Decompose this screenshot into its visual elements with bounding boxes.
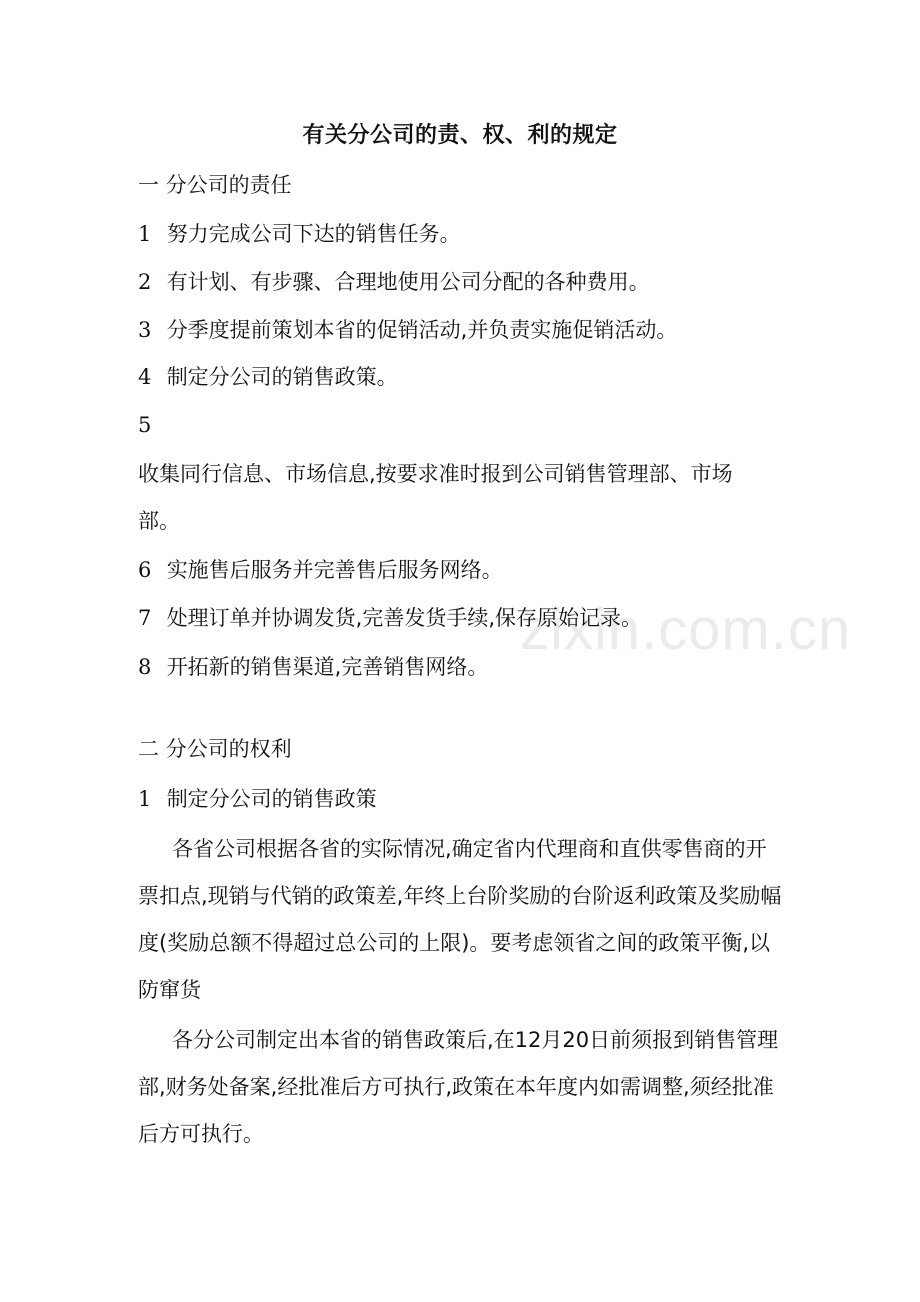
item-text: 制定分公司的销售政策: [166, 787, 377, 811]
item-number: 8: [138, 655, 152, 679]
item-text: 制定分公司的销售政策。: [166, 365, 398, 389]
list-item: [138, 267, 783, 297]
item-number: 1: [138, 222, 152, 246]
section2-heading: 二 分公司的权利: [138, 737, 292, 761]
watermark: zixin.com.cn: [520, 597, 852, 662]
item-number: 7: [138, 606, 152, 630]
item-number: 4: [138, 365, 152, 389]
list-item-continued: 部。: [138, 509, 180, 533]
document-title: 有关分公司的责、权、利的规定: [302, 123, 618, 148]
list-item-continued: 收集同行信息、市场信息,按要求准时报到公司销售管理部、市场: [138, 462, 733, 486]
paragraph: 各省公司根据各省的实际情况,确定省内代理商和直供零售商的开票扣点,现销与代销的政策差,年终上台阶奖励的台阶返利政策及奖励幅度(奖励总额不得超过总公司的上限)。要考虑领省之间的政策平衡,以防窜货: [138, 837, 782, 1002]
item-number: 3: [138, 318, 152, 342]
item-number: 1: [138, 787, 152, 811]
list-item: [138, 603, 783, 633]
item-text: 实施售后服务并完善售后服务网络。: [166, 558, 503, 582]
paragraph: 各分公司制定出本省的销售政策后,在12月20日前须报到销售管理部,财务处备案,经批准后方可执行,政策在本年度内如需调整,须经批准后方可执行。: [138, 1028, 779, 1146]
item-number: 2: [138, 270, 152, 294]
list-item: [138, 410, 783, 440]
list-item: [138, 362, 783, 392]
item-number: 5: [138, 413, 152, 437]
item-text: 处理订单并协调发货,完善发货手续,保存原始记录。: [166, 606, 643, 630]
list-item: [138, 219, 783, 249]
list-item: [138, 784, 783, 814]
item-text: 努力完成公司下达的销售任务。: [166, 222, 461, 246]
section1-heading: 一 分公司的责任: [138, 173, 292, 197]
list-item: [138, 315, 783, 345]
item-text: 分季度提前策划本省的促销活动,并负责实施促销活动。: [166, 318, 678, 342]
item-text: 开拓新的销售渠道,完善销售网络。: [166, 655, 489, 679]
list-item: [138, 652, 783, 682]
list-item: [138, 555, 783, 585]
item-number: 6: [138, 558, 152, 582]
item-text: 有计划、有步骤、合理地使用公司分配的各种费用。: [166, 270, 650, 294]
